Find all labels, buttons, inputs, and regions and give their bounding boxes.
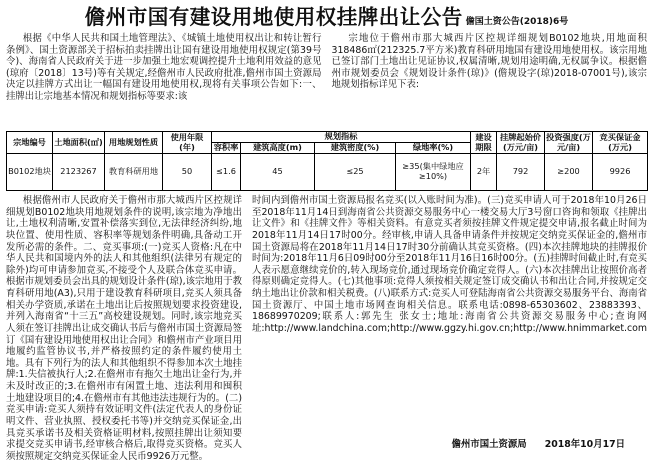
notice-footer (452, 436, 625, 450)
header-plot-code: 宗地编号 (7, 132, 53, 154)
intro-right-paragraph: 宗地位于儋州市那大城西片区控规详细规划B0102地块,用地面积318486㎡(212325.7平方米)教育科研用地国有建设用地使用权。该宗用地已签订部门土地出让见证协议,权属清晰,规划用途明确,无权属争议。根据儋州市规划委员会《规划设计条件(琼)》(儋规设字(琼)2018-07001号),该宗地规划指标详见下表: (331, 33, 647, 91)
notice-title: 儋州市国有建设用地使用权挂牌出让公告 (84, 5, 463, 29)
cell-floor-area-ratio: ≤1.6 (212, 154, 241, 191)
notice-header (6, 4, 647, 30)
cell-investment-intensity: ≥200 (545, 154, 593, 191)
header-planning-indicators: 规划指标 (212, 132, 471, 143)
body-right-paragraph: 时间内到儋州市国土资源局报名竞买(以入账时间为准)。(三)竞买申请人可于2018年10月26日至2018年11月14日到海南省公共资源交易服务中心一楼交易大厅3号窗口咨询和领取《挂牌出让文件》和《挂牌文件》等相关资料。有意竞买者须按挂牌文件规定提交申请,报名截止时间为2018年11月14日17时00分。经审核,申请人具备申请条件并按规定交纳竞买保证金的,儋州市国土资源局将在2018年11月14日17时30分前确认其竞买资格。(四)本次挂牌地块的挂牌报价时间为:2018年11月6日09时00分至2018年11月16日16时00分。(五)挂牌时间截止时,有竞买人表示愿意继续竞价的,转入现场竞价,通过现场竞价确定竞得人。(六)本次挂牌出让按照价高者得原则确定竞得人。(七)其他事项:竞得人须按相关规定签订成交确认书和出让合同,并按规定交纳土地出让价款和相关税费。(八)联系方式:竞买人可登陆海南省公共资源交易服务平台、海南省国土资源厅、中国土地市场网查询相关信息。联系电话:0898-65303602、23883393、18689970209;联系人:郭先生 张女士;地址:海南省公共资源交易服务中心;查询网址:http://www.landchina.com;http://www.ggzy.hi.gov.cn;http://www.hnimmarket.com (251, 195, 648, 334)
cell-starting-price: 792 (497, 154, 545, 191)
cell-land-use: 教育科研用地 (105, 154, 163, 191)
header-investment-intensity: 投资强度(万元/亩) (546, 131, 591, 152)
plot-indicator-table (6, 131, 648, 191)
table-row (7, 154, 648, 191)
cell-building-height: 45 (241, 154, 315, 191)
cell-plot-code: B0102地块 (7, 154, 53, 191)
intro-left-paragraph: 根据《中华人民共和国土地管理法》、《城镇土地使用权出让和转让暂行条例》、国土资源部关于招标拍卖挂牌出让国有建设用地使用权规定(第39号令)、海南省人民政府关于进一步加强土地宏观调控提升土地利用效益的意见(琼府〔2018〕13号)等有关规定,经儋州市人民政府批准,儋州市国土资源局决定以挂牌方式出让一幅国有建设用地使用权,现将有关事项公告如下:一、挂牌出让宗地基本情况和规划指标等要求:该 (6, 33, 322, 102)
header-use-years: 使用年限(年) (163, 132, 212, 154)
issue-date: 2018年10月17日 (544, 439, 625, 450)
cell-use-years: 50 (163, 154, 212, 191)
intro-section (6, 33, 647, 129)
issuer-name: 儋州市国土资源局 (451, 439, 527, 450)
header-building-height: 建筑高度(m) (241, 143, 315, 154)
header-building-density: 建筑密度(%) (315, 143, 396, 154)
cell-land-area: 2123267 (53, 154, 105, 191)
header-land-area: 土地面积(㎡) (53, 132, 105, 154)
header-construction-period: 建设期限 (471, 132, 497, 154)
header-green-ratio: 绿地率(%) (396, 143, 471, 154)
cell-building-density: ≤25 (315, 154, 396, 191)
cell-bid-deposit: 9926 (593, 154, 648, 191)
cell-construction-period: 2年 (471, 154, 497, 191)
header-floor-area-ratio: 容积率 (212, 143, 241, 154)
body-left-paragraph: 根据儋州市人民政府关于儋州市那大城西片区控规详细规划B0102地块用地规划条件的说明,该宗地为净地出让,土地权利清晰,安置补偿落实到位,无法律经济纠纷,地块位置、使用性质、容积率等规划条件明确,具备动工开发所必需的条件。二、竞买事项:(一)竞买人资格:凡在中华人民共和国境内外的法人和其他组织(法律另有规定的除外)均可申请参加竞买,不接受个人及联合体竞买申请。根据市规划委员会出具的规划设计条件(琼),该宗地用于教育科研用地(A3),只用于建设教育科研项目,竞买人须具备相关办学资质,承诺在土地出让后按照规划要求投资建设,并列入海南省“十三五”高校建设规划。同时,该宗地竞买人须在签订挂牌出让成交确认书后与儋州市国土资源局签订《国有建设用地使用权出让合同》和儋州市产业项目用地履约监管协议书,并严格按照约定的条件履约使用土地。具有下列行为的法人和其他组织不得参加本次土地挂牌:1.失信被执行人;2.在儋州市有拖欠土地出让金行为,并未及时改正的;3.在儋州市有闲置土地、违法利用和囤积土地建设项目的;4.在儋州市有其他违法违规行为的。(二)竞买申请:竞买人须持有效证明文件(法定代表人的身份证明文件、营业执照、授权委托书等)并交纳竞买保证金,出具竞买承诺书及相关资格证明材料,按照挂牌出让须知要求提交竞买申请书,经审核合格后,取得竞买资格。竞买人须按照规定交纳竞买保证金人民币9926万元整。 (6, 195, 242, 462)
cell-green-ratio: ≥35(集中绿地应≥10%) (396, 154, 471, 191)
header-land-use: 用地规划性质 (105, 132, 163, 154)
header-bid-deposit: 竞买保证金(万元) (593, 132, 648, 154)
notice-number: 儋国土资公告(2018)6号 (465, 17, 569, 27)
header-starting-price: 挂牌起始价(万元/亩) (497, 132, 545, 154)
